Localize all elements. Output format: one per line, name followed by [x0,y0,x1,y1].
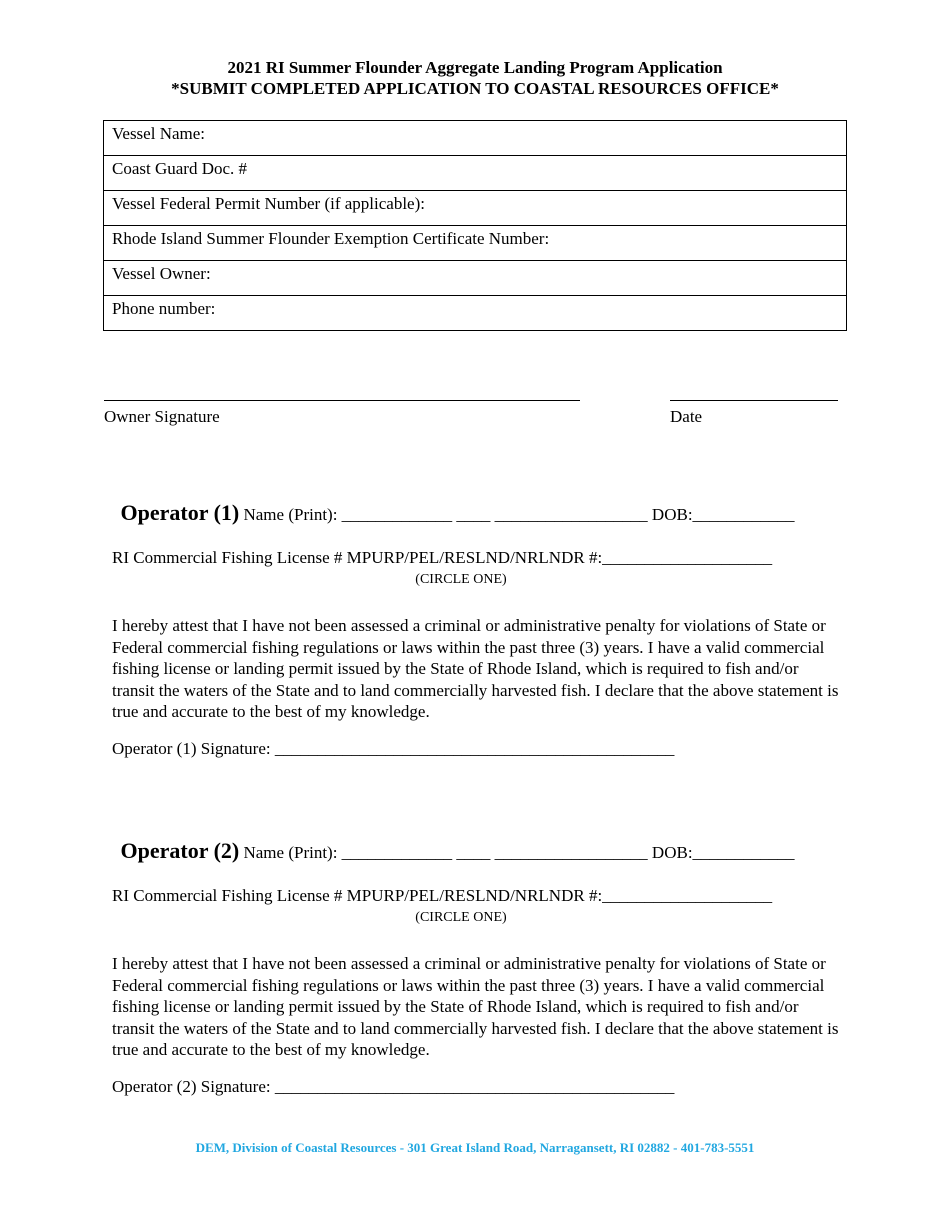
operator2-heading: Operator (2) [120,838,240,863]
operator2-name-row[interactable] [112,815,795,865]
operator1-name-line[interactable]: Name (Print): _____________ ____ __________________ DOB:____________ [239,505,795,524]
operator2-name-line[interactable]: Name (Print): _____________ ____ __________________ DOB:____________ [239,843,795,862]
phone-number-field[interactable]: Phone number: [104,296,847,331]
owner-signature-label: Owner Signature [104,407,220,426]
operator2-license-line[interactable]: RI Commercial Fishing License # MPURP/PEL/RESLND/NRLNDR #:____________________ [112,886,773,905]
operator2-signature-line[interactable]: Operator (2) Signature: _______________________________________________ [112,1077,675,1096]
operator1-signature-line[interactable]: Operator (1) Signature: _______________________________________________ [112,739,675,758]
owner-date-line[interactable] [670,400,838,401]
vessel-info-table [103,120,847,331]
operator1-circle-note: (CIRCLE ONE) [415,572,507,587]
operator2-attestation: I hereby attest that I have not been assessed a criminal or administrative penalty for violations of State or Federal commercial fishing regulations or laws within the past three (3) years. I have a valid commercial fishing license or landing permit issued by the State of Rhode Island, which is required to fish and/or transit the waters of the State and to land commercially harvested fish. I declare that the above statement is true and accurate to the best of my knowledge. [112,954,839,1059]
operator1-license-line[interactable]: RI Commercial Fishing License # MPURP/PEL/RESLND/NRLNDR #:____________________ [112,548,773,567]
owner-signature-line[interactable] [104,400,580,401]
exemption-certificate-field[interactable]: Rhode Island Summer Flounder Exemption Certificate Number: [104,226,847,261]
vessel-name-field[interactable]: Vessel Name: [104,121,847,156]
operator1-heading: Operator (1) [120,500,240,525]
operator1-name-row[interactable] [112,477,795,527]
document-subtitle: *SUBMIT COMPLETED APPLICATION TO COASTAL RESOURCES OFFICE* [171,79,779,98]
coast-guard-doc-field[interactable]: Coast Guard Doc. # [104,156,847,191]
operator2-circle-note: (CIRCLE ONE) [415,910,507,925]
date-label: Date [670,407,703,426]
footer-contact: DEM, Division of Coastal Resources - 301 Great Island Road, Narragansett, RI 02882 - 401-783-5551 [195,1140,755,1155]
federal-permit-field[interactable]: Vessel Federal Permit Number (if applicable): [104,191,847,226]
vessel-owner-field[interactable]: Vessel Owner: [104,261,847,296]
document-title: 2021 RI Summer Flounder Aggregate Landing Program Application [227,58,723,77]
operator1-attestation: I hereby attest that I have not been assessed a criminal or administrative penalty for violations of State or Federal commercial fishing regulations or laws within the past three (3) years. I have a valid commercial fishing license or landing permit issued by the State of Rhode Island, which is required to fish and/or transit the waters of the State and to land commercially harvested fish. I declare that the above statement is true and accurate to the best of my knowledge. [112,616,839,721]
